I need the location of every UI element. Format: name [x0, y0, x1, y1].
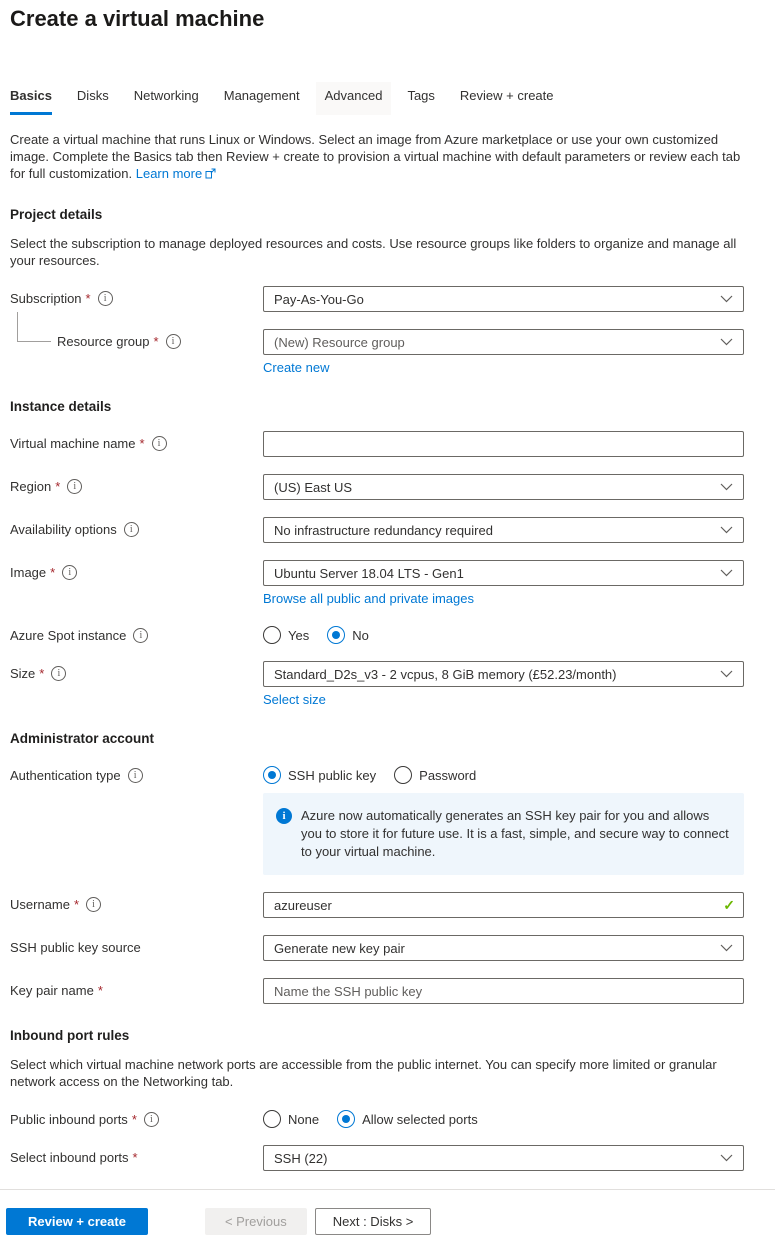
- info-icon[interactable]: i: [62, 565, 77, 580]
- ssh-info-box: [263, 793, 744, 875]
- required-asterisk: *: [50, 565, 56, 580]
- tab-basics[interactable]: Basics: [10, 82, 52, 115]
- intro-text: Create a virtual machine that runs Linux or Windows. Select an image from Azure marketplace or use your own customized image. Complete the Basics tab then Review + create to provision a virtual machine with default parameters or review each tab for full customization. Learn more: [10, 132, 741, 181]
- section-heading-inbound-port-rules: Inbound port rules: [10, 1028, 130, 1043]
- inbound-port-rules-description: Select which virtual machine network ports are accessible from the public internet. You can specify more limited or granular network access on the Networking tab.: [10, 1057, 717, 1089]
- key-pair-name-input[interactable]: [263, 978, 744, 1004]
- chevron-down-icon: [720, 1154, 733, 1162]
- browse-images-link[interactable]: Browse all public and private images: [263, 591, 474, 606]
- info-icon[interactable]: i: [128, 768, 143, 783]
- availability-options-dropdown[interactable]: No infrastructure redundancy required: [263, 517, 744, 543]
- chevron-down-icon: [720, 670, 733, 678]
- radio-selected-icon: [263, 766, 281, 784]
- select-inbound-ports-dropdown[interactable]: SSH (22): [263, 1145, 744, 1171]
- azure-spot-row: [10, 623, 775, 644]
- subscription-row: [10, 286, 775, 312]
- project-details-description: Select the subscription to manage deployed resources and costs. Use resource groups like folders to organize and manage all your resources.: [10, 236, 737, 268]
- section-heading-project-details: Project details: [10, 207, 103, 222]
- create-new-link[interactable]: Create new: [263, 360, 330, 375]
- review-create-button[interactable]: Review + create: [6, 1208, 148, 1235]
- chevron-down-icon: [720, 338, 733, 346]
- footer-button-bar: [0, 1189, 775, 1235]
- image-dropdown[interactable]: Ubuntu Server 18.04 LTS - Gen1: [263, 560, 744, 586]
- spot-no-radio[interactable]: No: [327, 626, 369, 644]
- required-asterisk: *: [139, 436, 145, 451]
- azure-spot-radio-group: [263, 623, 744, 644]
- required-asterisk: *: [55, 479, 61, 494]
- region-label: Region * i: [10, 474, 263, 494]
- key-pair-name-label: Key pair name *: [10, 983, 103, 998]
- required-asterisk: *: [153, 334, 159, 349]
- tab-networking[interactable]: Networking: [133, 88, 199, 103]
- info-icon[interactable]: i: [152, 436, 167, 451]
- auth-type-label: Authentication type i: [10, 763, 263, 783]
- tab-tags[interactable]: Tags: [407, 88, 435, 103]
- subscription-dropdown[interactable]: Pay-As-You-Go: [263, 286, 744, 312]
- public-inbound-ports-label: Public inbound ports * i: [10, 1107, 263, 1127]
- resource-group-row: [10, 329, 775, 375]
- image-label: Image * i: [10, 560, 263, 580]
- valid-check-icon: ✓: [723, 897, 735, 913]
- learn-more-link[interactable]: Learn more: [136, 166, 216, 181]
- radio-icon: [263, 1110, 281, 1128]
- vm-name-input[interactable]: [263, 431, 744, 457]
- chevron-down-icon: [720, 483, 733, 491]
- next-disks-button[interactable]: Next : Disks >: [315, 1208, 432, 1235]
- info-icon[interactable]: i: [144, 1112, 159, 1127]
- resource-group-dropdown[interactable]: (New) Resource group: [263, 329, 744, 355]
- create-vm-page: [0, 6, 775, 1235]
- select-inbound-ports-row: [10, 1145, 775, 1171]
- public-inbound-ports-radio-group: [263, 1107, 744, 1128]
- required-asterisk: *: [132, 1150, 138, 1165]
- previous-button[interactable]: < Previous: [205, 1208, 307, 1235]
- region-dropdown[interactable]: (US) East US: [263, 474, 744, 500]
- chevron-down-icon: [720, 295, 733, 303]
- ports-none-radio[interactable]: None: [263, 1110, 319, 1128]
- radio-selected-icon: [337, 1110, 355, 1128]
- info-icon[interactable]: i: [133, 628, 148, 643]
- ssh-public-key-radio[interactable]: SSH public key: [263, 766, 376, 784]
- vm-name-row: [10, 431, 775, 457]
- indent-connector-line: [17, 312, 51, 342]
- subscription-label: Subscription * i: [10, 286, 263, 306]
- tab-bar: [10, 82, 775, 115]
- username-label: Username * i: [10, 892, 263, 912]
- required-asterisk: *: [131, 1112, 137, 1127]
- auth-type-row: [10, 763, 775, 875]
- key-pair-name-row: [10, 978, 775, 1004]
- external-link-icon: [205, 166, 216, 183]
- size-dropdown[interactable]: Standard_D2s_v3 - 2 vcpus, 8 GiB memory (£52.23/month): [263, 661, 744, 687]
- info-icon[interactable]: i: [51, 666, 66, 681]
- required-asterisk: *: [85, 291, 91, 306]
- availability-options-row: [10, 517, 775, 543]
- info-icon[interactable]: i: [98, 291, 113, 306]
- radio-icon: [263, 626, 281, 644]
- required-asterisk: *: [73, 897, 80, 912]
- tab-advanced[interactable]: Advanced: [316, 82, 392, 115]
- region-row: [10, 474, 775, 500]
- azure-spot-label: Azure Spot instance i: [10, 623, 263, 643]
- image-row: [10, 560, 775, 606]
- select-size-link[interactable]: Select size: [263, 692, 326, 707]
- page-title: Create a virtual machine: [10, 6, 265, 31]
- size-row: [10, 661, 775, 707]
- username-input[interactable]: [263, 892, 744, 918]
- tab-review-create[interactable]: Review + create: [459, 88, 554, 103]
- availability-options-label: Availability options i: [10, 517, 263, 537]
- size-label: Size * i: [10, 661, 263, 681]
- auth-type-radio-group: [263, 763, 744, 784]
- vm-name-label: Virtual machine name * i: [10, 431, 263, 451]
- radio-icon: [394, 766, 412, 784]
- resource-group-label: Resource group * i: [10, 329, 263, 349]
- tab-management[interactable]: Management: [223, 88, 300, 103]
- required-asterisk: *: [39, 666, 45, 681]
- info-filled-icon: i: [276, 808, 292, 824]
- info-icon[interactable]: i: [86, 897, 101, 912]
- spot-yes-radio[interactable]: Yes: [263, 626, 309, 644]
- ssh-info-text: Azure now automatically generates an SSH key pair for you and allows you to store it for future use. It is a fast, simple, and secure way to connect to your virtual machine.: [301, 808, 729, 859]
- section-heading-instance-details: Instance details: [10, 399, 112, 414]
- info-icon[interactable]: i: [67, 479, 82, 494]
- select-inbound-ports-label: Select inbound ports *: [10, 1150, 138, 1165]
- chevron-down-icon: [720, 526, 733, 534]
- chevron-down-icon: [720, 944, 733, 952]
- info-icon[interactable]: i: [124, 522, 139, 537]
- key-source-dropdown[interactable]: Generate new key pair: [263, 935, 744, 961]
- tab-disks[interactable]: Disks: [76, 88, 109, 103]
- key-source-row: [10, 935, 775, 961]
- public-inbound-ports-row: [10, 1107, 775, 1128]
- ports-allow-selected-radio[interactable]: Allow selected ports: [337, 1110, 478, 1128]
- key-source-label: SSH public key source: [10, 940, 141, 955]
- username-row: [10, 892, 775, 918]
- required-asterisk: *: [97, 983, 103, 998]
- chevron-down-icon: [720, 569, 733, 577]
- password-radio[interactable]: Password: [394, 766, 476, 784]
- section-heading-admin-account: Administrator account: [10, 731, 155, 746]
- radio-selected-icon: [327, 626, 345, 644]
- info-icon[interactable]: i: [166, 334, 181, 349]
